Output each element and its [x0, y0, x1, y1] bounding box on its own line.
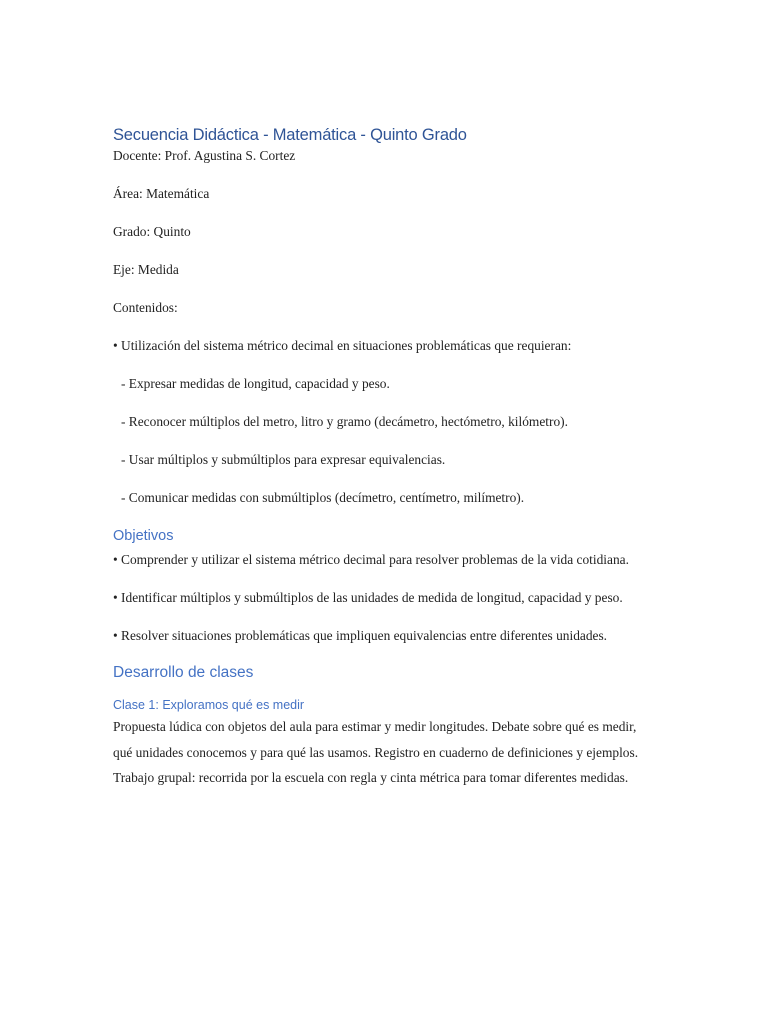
class1-heading: Clase 1: Exploramos qué es medir [113, 698, 305, 712]
document-page [113, 124, 658, 791]
contents-label: Contenidos: [113, 300, 178, 315]
contents-item: - Comunicar medidas con submúltiplos (decímetro, centímetro, milímetro). [121, 490, 525, 505]
axis-line: Eje: Medida [113, 262, 179, 277]
objective-item: • Identificar múltiplos y submúltiplos de las unidades de medida de longitud, capacidad y peso. [113, 590, 623, 605]
objective-item: • Resolver situaciones problemáticas que impliquen equivalencias entre diferentes unidades. [113, 628, 608, 643]
contents-item: - Reconocer múltiplos del metro, litro y gramo (decámetro, hectómetro, kilómetro). [121, 414, 568, 429]
objective-item: • Comprender y utilizar el sistema métrico decimal para resolver problemas de la vida cotidiana. [113, 552, 629, 567]
area-line: Área: Matemática [113, 186, 210, 201]
contents-item: - Expresar medidas de longitud, capacidad y peso. [121, 376, 390, 391]
class1-text: Propuesta lúdica con objetos del aula para estimar y medir longitudes. Debate sobre qué es medir, qué unidades conocemos y para qué las usamos. Registro en cuaderno de definiciones y ejemplos. Trabajo grupal: recorrida por la escuela con regla y cinta métrica para tomar diferentes medidas. [113, 719, 639, 785]
objectives-heading: Objetivos [113, 528, 174, 544]
grade-line: Grado: Quinto [113, 224, 191, 239]
document-title: Secuencia Didáctica - Matemática - Quinto Grado [113, 126, 467, 144]
contents-main-bullet: • Utilización del sistema métrico decimal en situaciones problemáticas que requieran: [113, 338, 572, 353]
contents-item: - Usar múltiplos y submúltiplos para expresar equivalencias. [121, 452, 446, 467]
development-heading: Desarrollo de clases [113, 664, 254, 681]
teacher-line: Docente: Prof. Agustina S. Cortez [113, 148, 296, 163]
